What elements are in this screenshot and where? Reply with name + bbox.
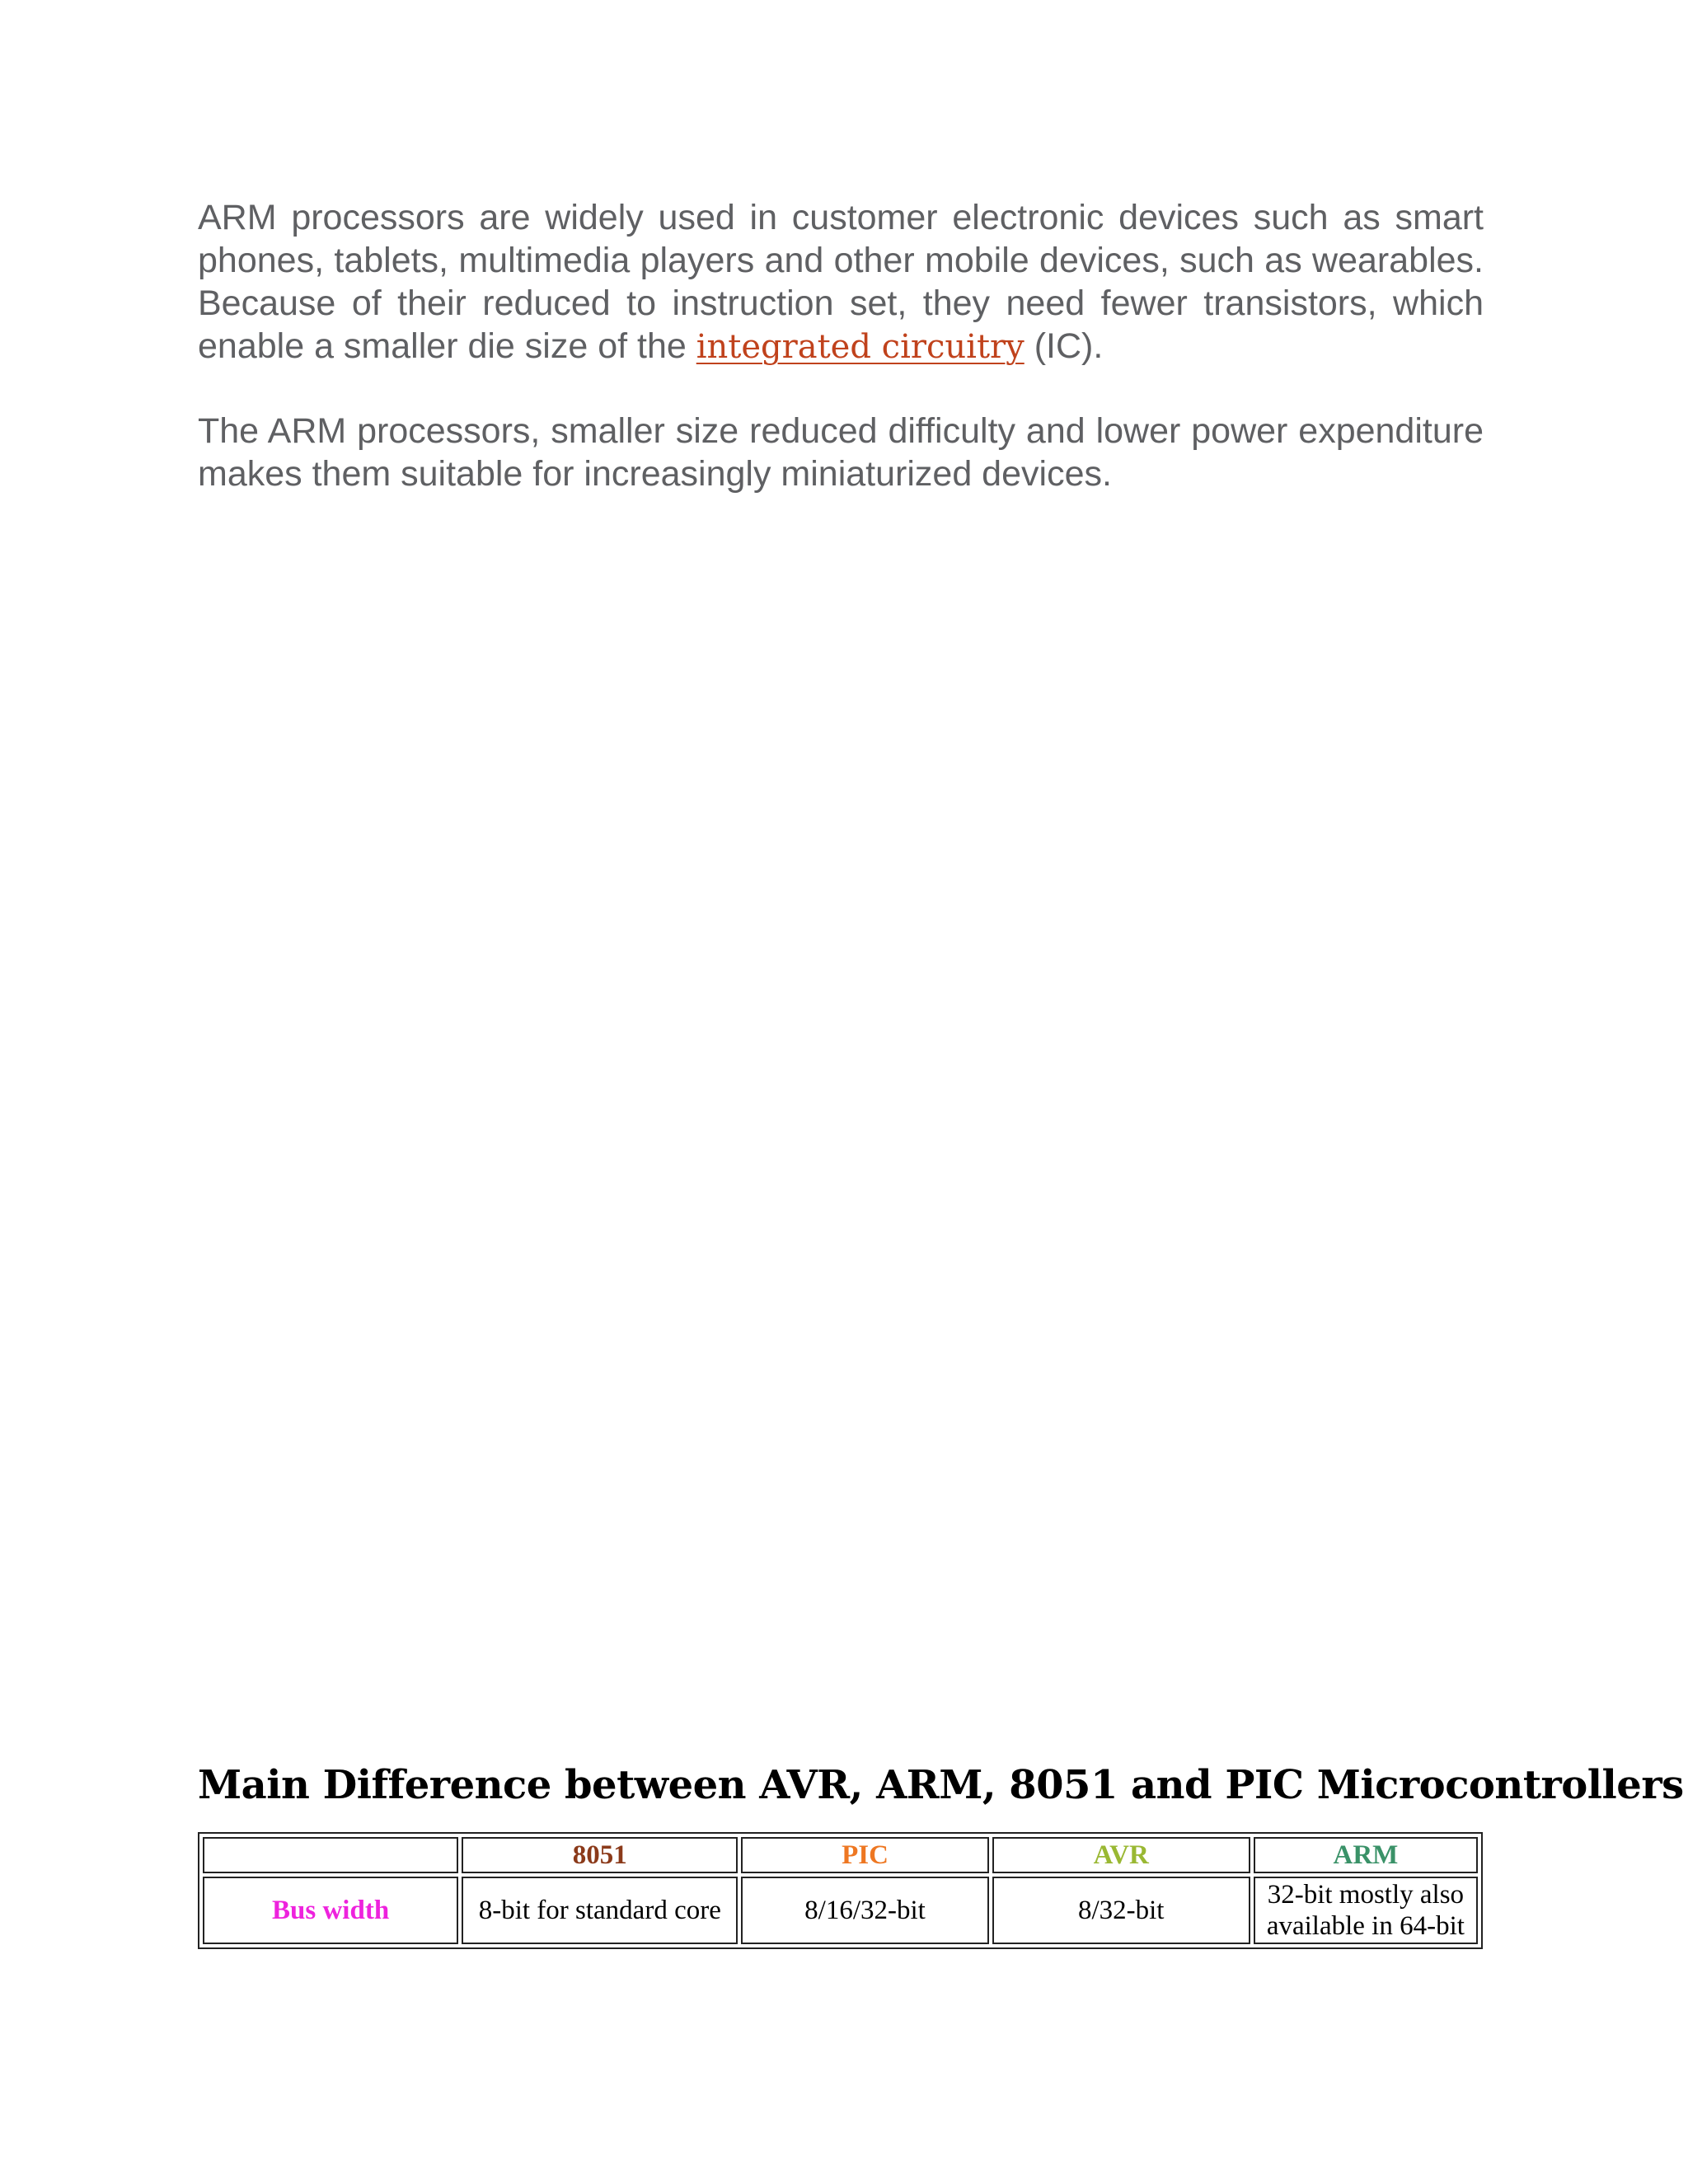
paragraph-text-end: (IC). [1024, 326, 1104, 366]
table-cell-8051: 8-bit for standard core [462, 1877, 738, 1944]
table-cell-pic: 8/16/32-bit [741, 1877, 988, 1944]
table-header-row [203, 1837, 1478, 1873]
paragraph-arm-usage [198, 196, 1484, 368]
table-cell-arm: 32-bit mostly also available in 64-bit [1254, 1877, 1478, 1944]
table-header-empty [203, 1837, 458, 1873]
table-row-label-bus-width: Bus width [203, 1877, 458, 1944]
paragraph-text-start: ARM processors are widely used in customer electronic devices such as smart phones, tablets, multimedia players and other mobile devices, such as wearables. Because of their reduced to instruction set, they need fewer transistors, which enable a smaller die size of the [198, 198, 1484, 366]
table-row [203, 1877, 1478, 1944]
paragraph-arm-size: The ARM processors, smaller size reduced difficulty and lower power expenditure makes them suitable for increasingly miniaturized devices. [198, 411, 1484, 494]
table-header-avr: AVR [992, 1837, 1250, 1873]
comparison-table [198, 1832, 1483, 1949]
table-header-8051: 8051 [462, 1837, 738, 1873]
section-heading: Main Difference between AVR, ARM, 8051 and PIC Microcontrollers [198, 1762, 1684, 1808]
table-header-pic: PIC [741, 1837, 988, 1873]
integrated-circuitry-link[interactable]: integrated circuitry [696, 328, 1025, 366]
table-header-arm: ARM [1254, 1837, 1478, 1873]
table-cell-avr: 8/32-bit [992, 1877, 1250, 1944]
